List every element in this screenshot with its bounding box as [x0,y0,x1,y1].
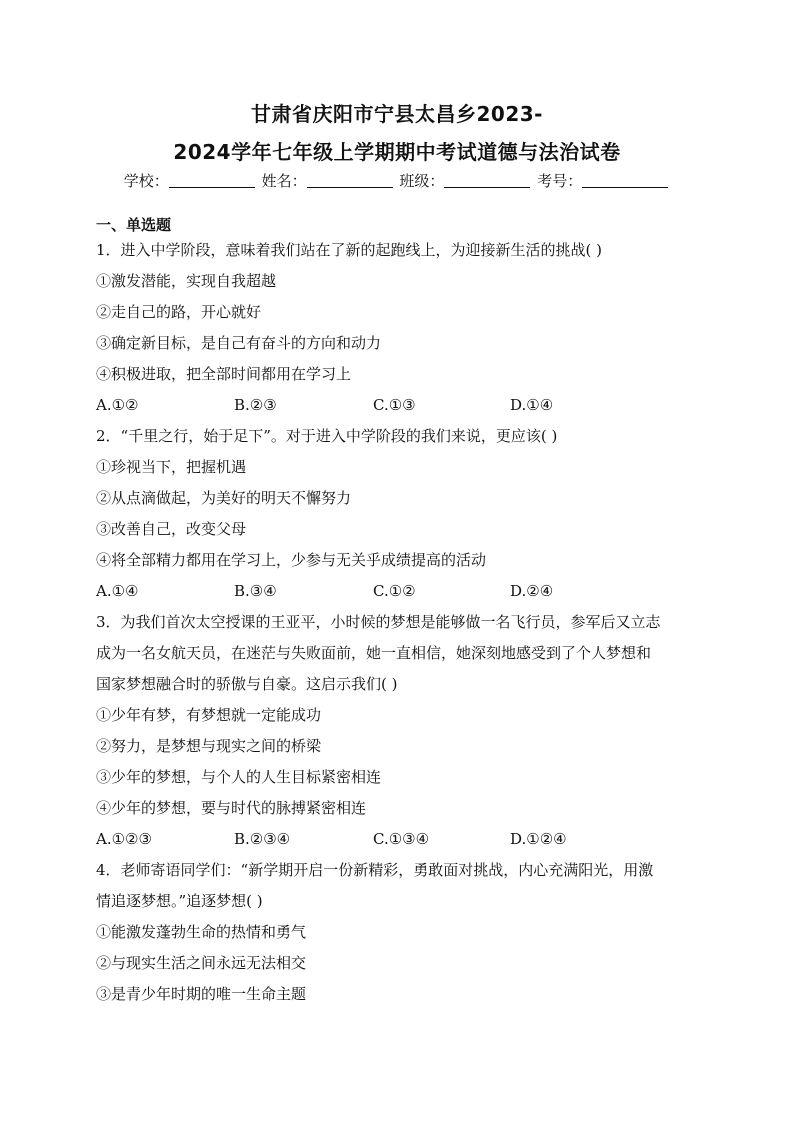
question-1-item: ③确定新目标，是自己有奋斗的方向和动力 [96,334,382,352]
option-b[interactable]: B.②③④ [234,830,291,848]
question-3-stem: 成为一名女航天员，在迷茫与失败面前，她一直相信，她深刻地感受到了个人梦想和 [96,644,652,662]
question-4-item: ③是青少年时期的唯一生命主题 [96,985,307,1003]
option-a[interactable]: A.①②③ [96,830,152,848]
exam-title-line2: 2024学年七年级上学期期中考试道德与法治试卷 [173,140,621,164]
option-b[interactable]: B.②③ [234,396,277,414]
question-2-item: ④将全部精力都用在学习上，少参与无关乎成绩提高的活动 [96,551,487,569]
question-4-item: ②与现实生活之间永远无法相交 [96,954,307,972]
name-blank[interactable] [307,173,393,188]
option-d[interactable]: D.②④ [510,582,554,600]
name-label: 姓名： [261,172,307,190]
school-blank[interactable] [169,173,255,188]
exam-number-label: 考号： [537,172,583,190]
question-4-stem: 4．老师寄语同学们：“新学期开启一份新精彩，勇敢面对挑战，内心充满阳光，用激 [96,861,654,879]
option-c[interactable]: C.①③④ [373,830,430,848]
option-a[interactable]: A.①④ [96,582,139,600]
option-d[interactable]: D.①④ [510,396,554,414]
question-2-stem: 2．“千里之行，始于足下”。对于进入中学阶段的我们来说，更应该( ) [96,427,558,445]
question-4-item: ①能激发蓬勃生命的热情和勇气 [96,923,307,941]
question-3-stem: 3．为我们首次太空授课的王亚平，小时候的梦想是能够做一名飞行员，参军后又立志 [96,613,661,631]
option-b[interactable]: B.③④ [234,582,277,600]
question-3-stem: 国家梦想融合时的骄傲与自豪。这启示我们( ) [96,675,398,693]
question-3-item: ①少年有梦，有梦想就一定能成功 [96,706,322,724]
option-c[interactable]: C.①② [373,582,416,600]
question-2-item: ③改善自己，改变父母 [96,520,247,538]
question-3-item: ③少年的梦想，与个人的人生目标紧密相连 [96,768,382,786]
exam-number-blank[interactable] [582,173,668,188]
question-3-item: ④少年的梦想，要与时代的脉搏紧密相连 [96,799,367,817]
class-blank[interactable] [444,173,530,188]
question-1-item: ①激发潜能，实现自我超越 [96,272,277,290]
class-label: 班级： [399,172,445,190]
question-2-item: ①珍视当下，把握机遇 [96,458,247,476]
option-c[interactable]: C.①③ [373,396,416,414]
school-label: 学校： [123,172,169,190]
question-1-stem: 1．进入中学阶段，意味着我们站在了新的起跑线上，为迎接新生活的挑战( ) [96,241,603,259]
option-d[interactable]: D.①②④ [510,830,567,848]
question-3-item: ②努力，是梦想与现实之间的桥梁 [96,737,322,755]
question-2-item: ②从点滴做起，为美好的明天不懈努力 [96,489,352,507]
question-1-item: ④积极进取，把全部时间都用在学习上 [96,365,352,383]
student-info-row [0,170,794,191]
exam-title-line1: 甘肃省庆阳市宁县太昌乡2023- [251,102,543,126]
question-1-item: ②走自己的路，开心就好 [96,303,262,321]
question-4-stem: 情追逐梦想。”追逐梦想( ) [96,892,263,910]
section-heading: 一、单选题 [96,216,172,234]
option-a[interactable]: A.①② [96,396,139,414]
